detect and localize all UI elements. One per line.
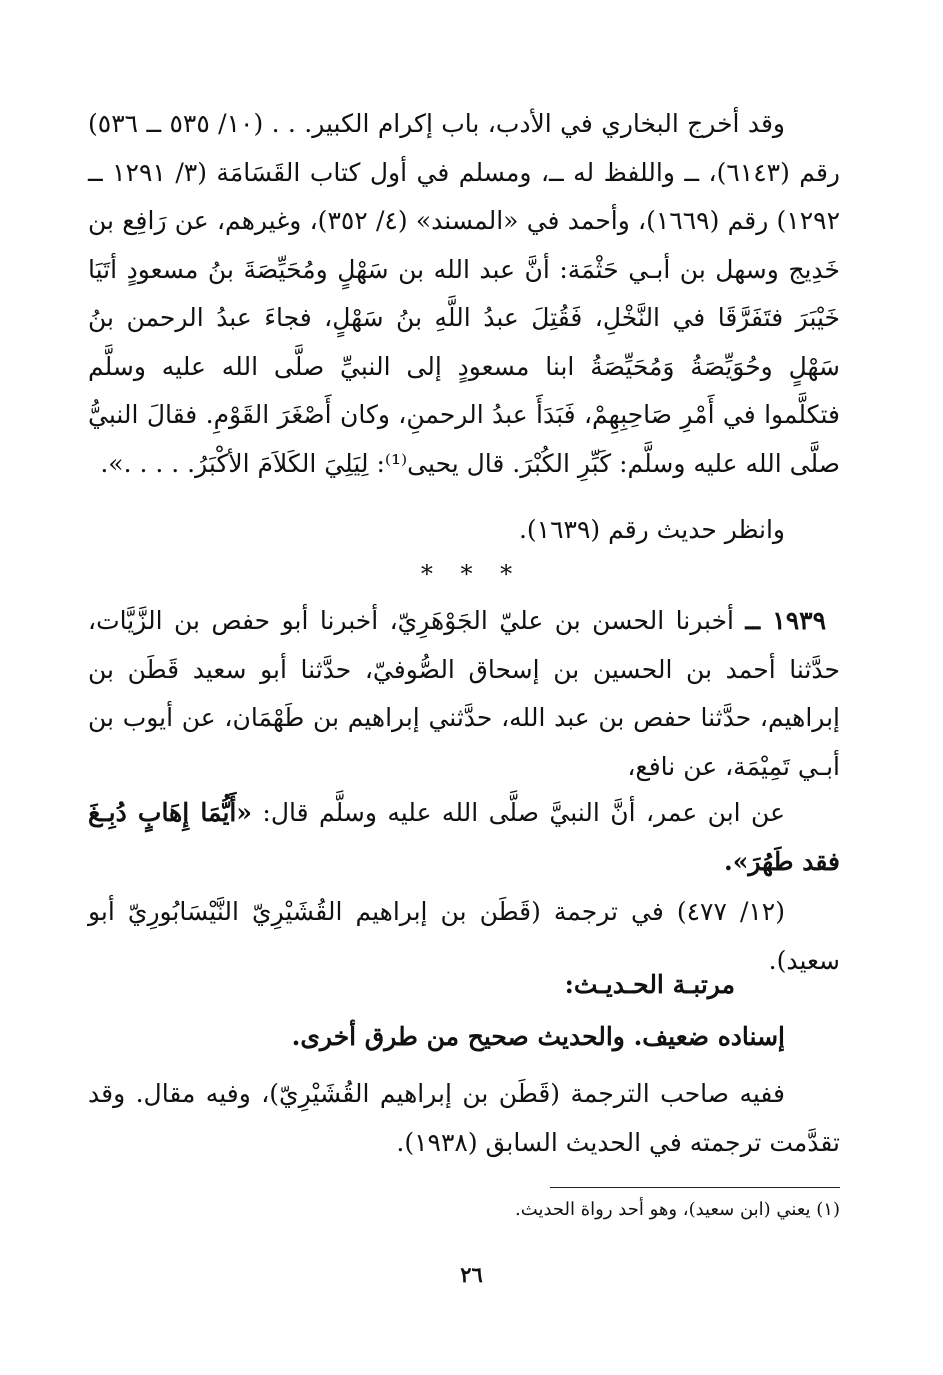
reference-line: (١٢/ ٤٧٧) في ترجمة (قَطَن بن إبراهيم القُشَيْرِيّ النَّيْسَابُورِيّ أبو سعيد). [88, 897, 840, 975]
see-also-line: وانظر حديث رقم (١٦٣٩). [518, 515, 785, 544]
hadith-chain: أخبرنا الحسن بن عليّ الجَوْهَرِيّ، أخبرنا أبو حفص بن الزَّيَّات، حدَّثنا أحمد بن الحسين بن إسحاق الصُّوفيّ، حدَّثنا أبو سعيد قَطَن بن إبراهيم، حدَّثنا حفص بن عبد الله، حدَّثني إبراهيم بن طَهْمَان، عن أيوب بن أبـي تَمِيْمَة، عن نافع، [88, 606, 840, 781]
footnote: (١) يعني (ابن سعيد)، وهو أحد رواة الحديث. [515, 1199, 840, 1220]
paragraph-bukhari-reference: وقد أخرج البخاري في الأدب، باب إكرام الكبير. . . (١٠/ ٥٣٥ ــ ٥٣٦) رقم (٦١٤٣)، ــ واللفظ له ــ، ومسلم في أول كتاب القَسَامَة (٣/ ١٢٩١ ــ ١٢٩٢) رقم (١٦٦٩)، وأحمد في «المسند» (٤/ ٣٥٢)، وغيرهم، عن رَافِع بن خَدِيج وسهل بن أبـي حَثْمَة: أنَّ عبد الله بن سَهْلٍ ومُحَيِّصَةَ بنُ مسعودٍ أتَيَا خَيْبَرَ فتَفَرَّقَا في النَّخْلِ، فَقُتِلَ عبدُ اللَّهِ بنُ سَهْلٍ، فجاءَ عبدُ الرحمن بنُ سَهْلٍ وحُوَيِّصَةُ وَمُحَيِّصَةُ ابنا مسعودٍ إلى النبيِّ صلَّى الله عليه وسلَّم فتكلَّموا في أَمْرِ صَاحِبِهِمْ، فَبَدَأَ عبدُ الرحمنِ، وكان أَصْغَرَ القَوْمِ. فقالَ النبيُّ صلَّى الله عليه وسلَّم: كَبِّرِ الكُبْرَ. قال يحيى⁽¹⁾: لِيَلِيَ الكَلاَمَ الأكْبَرُ. . . . .». [88, 109, 840, 478]
footnote-divider [550, 1187, 840, 1188]
page-number: ٢٦ [460, 1262, 483, 1287]
hadith-text-quote: «أَيُّمَا إِهَابٍ دُبِـغَ فقد طَهُرَ». [88, 798, 840, 876]
explanation-paragraph: ففيه صاحب الترجمة (قَطَن بن إبراهيم القُشَيْرِيّ)، وفيه مقال. وقد تقدَّمت ترجمته في الحديث السابق (١٩٣٨). [88, 1079, 840, 1157]
grade-text: إسناده ضعيف. والحديث صحيح من طرق أخرى. [291, 1022, 785, 1051]
hadith-matn-paragraph [88, 789, 840, 886]
grade-heading: مرتبـة الحـديـث: [564, 970, 735, 999]
section-separator: * * * [420, 560, 523, 588]
hadith-text-intro: عن ابن عمر، أنَّ النبيَّ صلَّى الله عليه وسلَّم قال: [251, 798, 785, 827]
hadith-number: ١٩٣٩ ــ [745, 606, 826, 635]
hadith-isnad-paragraph [88, 597, 840, 791]
